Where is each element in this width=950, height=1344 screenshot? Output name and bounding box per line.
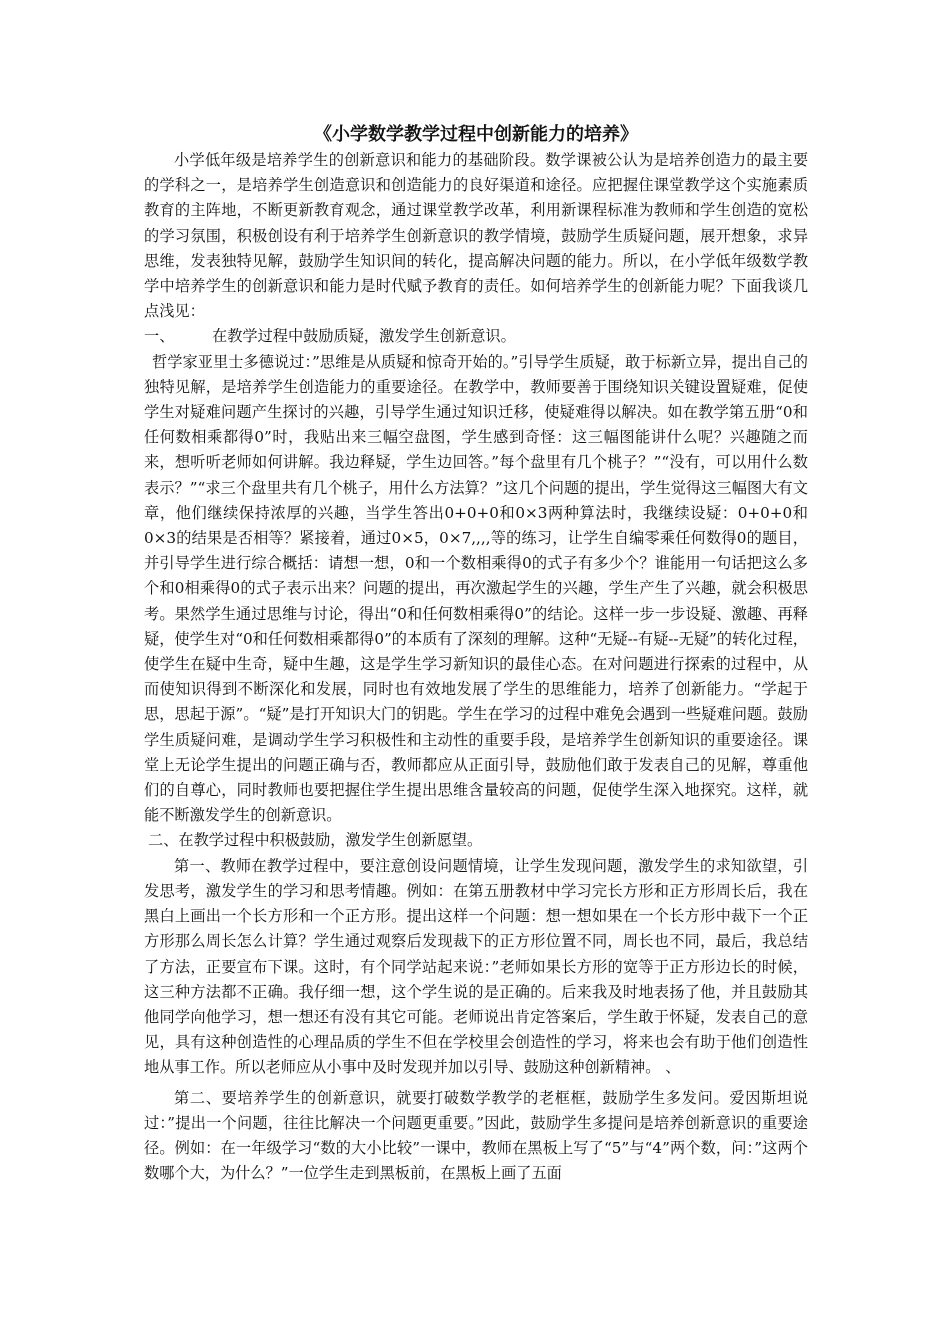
document-body bbox=[144, 122, 808, 1186]
section-1-number: 一、 bbox=[144, 327, 175, 346]
section-1-title: 在教学过程中鼓励质疑，激发学生创新意识。 bbox=[212, 327, 516, 346]
section-2-paragraph-2: 第二、要培养学生的创新意识，就要打破数学教学的老框框，鼓励学生多发问。爱因斯坦说过：”提出一个问题，往往比解决一个问题更重要。”因此，鼓励学生多提问是培养创新意识的重要途径。例如：在一年级学习“数的大小比较”一课中，教师在黑板上写了“5”与“4”两个数，问：”这两个数哪个大，为什么？”一位学生走到黑板前，在黑板上画了五面 bbox=[144, 1088, 808, 1183]
section-1-paragraph: 哲学家亚里士多德说过：”思维是从质疑和惊奇开始的。”引导学生质疑，敢于标新立异，提出自己的独特见解，是培养学生创造能力的重要途径。在教学中，教师要善于围绕知识关键设置疑难，促使学生对疑难问题产生探讨的兴趣，引导学生通过知识迁移，使疑难得以解决。如在教学第五册“0和任何数相乘都得0”时，我贴出来三幅空盘图，学生感到奇怪：这三幅图能讲什么呢？兴趣随之而来，想听听老师如何讲解。我边释疑，学生边回答。”每个盘里有几个桃子？”“没有，可以用什么数表示？”“求三个盘里共有几个桃子，用什么方法算？”这几个问题的提出，学生觉得这三幅图大有文章，他们继续保持浓厚的兴趣，当学生答出0+0+0和0×3两种算法时，我继续设疑：0+0+0和0×3的结果是否相等？紧接着，通过0×5，0×7,,,,等的练习，让学生自编零乘任何数得0的题目，并引导学生进行综合概括：请想一想，0和一个数相乘得0的式子有多少个？谁能用一句话把这么多个和0相乘得0的式子表示出来？问题的提出，再次激起学生的兴趣，学生产生了兴趣，就会积极思考。果然学生通过思维与讨论，得出“0和任何数相乘得0”的结论。这样一步一步设疑、激趣、再释疑，使学生对“0和任何数相乘都得0”的本质有了深刻的理解。这种“无疑--有疑--无疑”的转化过程，使学生在疑中生奇，疑中生趣，这是学生学习新知识的最佳心态。在对问题进行探索的过程中，从而使知识得到不断深化和发展，同时也有效地发展了学生的思维能力，培养了创新能力。“学起于思，思起于源”。“疑”是打开知识大门的钥匙。学生在学习的过程中难免会遇到一些疑难问题。鼓励学生质疑问难，是调动学生学习积极性和主动性的重要手段，是培养学生创新知识的重要途径。课堂上无论学生提出的问题正确与否，教师都应从正面引导，鼓励他们敢于发表自己的见解，尊重他们的自尊心，同时教师也要把握住学生提出思维含量较高的问题，促使学生深入地探究。这样，就能不断激发学生的创新意识。 bbox=[144, 352, 808, 825]
section-1-heading bbox=[144, 324, 808, 349]
section-2-heading: 二、在教学过程中积极鼓励，激发学生创新愿望。 bbox=[148, 831, 483, 850]
section-2-paragraph-1: 第一、教师在教学过程中，要注意创设问题情境，让学生发现问题，激发学生的求知欲望，引发思考，激发学生的学习和思考情趣。例如：在第五册教材中学习完长方形和正方形周长后，我在黑白上画出一个长方形和一个正方形。提出这样一个问题：想一想如果在一个长方形中裁下一个正方形那么周长怎么计算？学生通过观察后发现裁下的正方形位置不同，周长也不同，最后，我总结了方法，正要宣布下课。这时，有个同学站起来说：”老师如果长方形的宽等于正方形边长的时候，这三种方法都不正确。我仔细一想，这个学生说的是正确的。后来我及时地表扬了他，并且鼓励其他同学向他学习，想一想还有没有其它可能。老师说出肯定答案后，学生敢于怀疑，发表自己的意见，具有这种创造性的心理品质的学生不但在学校里会创造性的学习，将来也会有助于他们创造性地从事工作。所以老师应从小事中及时发现并加以引导、鼓励这种创新精神。 、 bbox=[144, 856, 808, 1077]
document-title: 《小学数学教学过程中创新能力的培养》 bbox=[314, 124, 638, 145]
intro-paragraph: 小学低年级是培养学生的创新意识和能力的基础阶段。数学课被公认为是培养创造力的最主要的学科之一，是培养学生创造意识和创造能力的良好渠道和途径。应把握住课堂教学这个实施素质教育的主阵地，不断更新教育观念，通过课堂教学改革，利用新课程标准为教师和学生创造的宽松的学习氛围，积极创设有利于培养学生创新意识的教学情境，鼓励学生质疑问题，展开想象，求异思维，发表独特见解，鼓励学生知识间的转化，提高解决问题的能力。所以，在小学低年级数学教学中培养学生的创新意识和能力是时代赋予教育的责任。如何培养学生的创新能力呢？下面我谈几点浅见： bbox=[144, 151, 808, 321]
